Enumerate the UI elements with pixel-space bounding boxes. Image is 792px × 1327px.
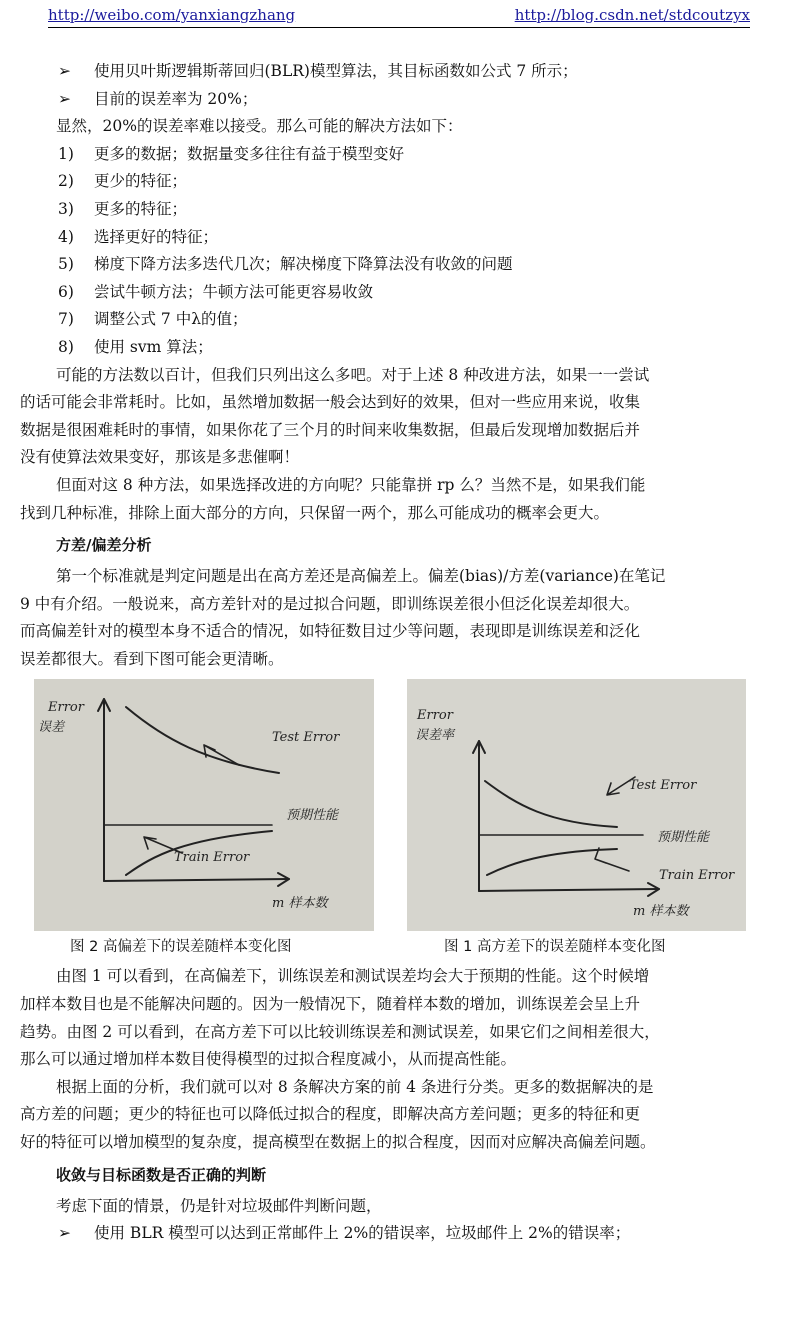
test-error-label: Test Error [272,730,340,746]
figures-row [20,679,752,927]
solution-item: 2) 更少的特征； [58,172,188,191]
paragraph: 但面对这 8 种方法，如果选择改进的方向呢？只能靠拼 rp 么？当然不是，如果我们能 找到几种标准，排除上面大部分的方向，只保留一两个，那么可能成功的概率会更大。 [20,475,646,522]
paragraph: 由图 1 可以看到，在高偏差下，训练误差和测试误差均会大于预期的性能。这个时候增 加样本数目也是不能解决问题的。因为一般情况下，随着样本数的增加，训练误差会呈上升 趋势。由图 2 可以看到，在高方差下可以比较训练误差和测试误差，如果它们之间相差很大， 那么可以通过增加样本数目使得模型的过拟合程度减小，从而提高性能。 [20,967,660,1069]
bullet-item: ➢ 使用 BLR 模型可以达到正常邮件上 2%的错误率，垃圾邮件上 2%的错误率； [20,1220,752,1248]
solution-item: 8) 使用 svm 算法； [58,337,213,356]
paragraph: 根据上面的分析，我们就可以对 8 条解决方案的前 4 条进行分类。更多的数据解决的是 高方差的问题；更少的特征也可以降低过拟合的程度，即解决高方差问题；更多的特征和更 好的特征可以增加模型的复杂度，提高模型在数据上的拟合程度，因而对应解决高偏差问题。 [20,1077,656,1152]
solution-item: 5) 梯度下降方法多迭代几次；解决梯度下降算法没有收敛的问题 [58,255,513,274]
arrow-bullet-icon: ➢ [58,89,71,108]
test-error-label: Test Error [629,778,697,794]
y-axis-label-cn: 误差 [38,720,65,736]
paragraph: 第一个标准就是判定问题是出在高方差还是高偏差上。偏差(bias)/方差(variance)在笔记 9 中有介绍。一般说来，高方差针对的是过拟合问题，即训练误差很小但泛化误差却很大。 而高偏差针对的模型本身不适合的情况，如特征数目过少等问题，表现即是训练误差和泛化 误差都很大。看到下图可能会更清晰。 [20,567,666,668]
train-error-label: Train Error [174,850,250,866]
arrow-bullet-icon: ➢ [58,62,71,80]
document-body [20,58,752,1248]
y-axis-label-en: Error [417,708,453,724]
solution-item: 4) 选择更好的特征； [58,227,219,246]
figure-caption-right: 图 1 高方差下的误差随样本变化图 [444,939,666,956]
high-bias-figure [34,679,374,931]
train-error-label: Train Error [659,868,735,884]
arrow-bullet-icon: ➢ [58,1224,71,1243]
figure-captions [20,927,752,963]
solution-item: 6) 尝试牛顿方法；牛顿方法可能更容易收敛 [58,282,374,301]
lead-text: 显然，20%的误差率难以接受。那么可能的解决方法如下： [56,117,463,136]
expected-performance-label: 预期性能 [657,830,710,846]
solution-item: 1) 更多的数据；数据量变多往往有益于模型变好 [58,144,405,163]
paragraph: 可能的方法数以百计，但我们只列出这么多吧。对于上述 8 种改进方法，如果一一尝试 的话可能会非常耗时。比如，虽然增加数据一般会达到好的效果，但对一些应用来说，收集 数据是很困难耗时的事情，如果你花了三个月的时间来收集数据，但最后发现增加数据后并 没有使算法效果变好，那该是多悲催啊！ [20,365,650,467]
x-axis-label: m 样本数 [272,896,328,912]
x-axis-label: m 样本数 [633,904,689,920]
figure-caption-left: 图 2 高偏差下的误差随样本变化图 [70,939,292,956]
section-heading: 方差/偏差分析 [56,536,152,555]
solution-item: 7) 调整公式 7 中λ的值； [58,310,248,329]
y-axis-label-cn: 误差率 [415,728,455,744]
header-rule [48,27,750,28]
solution-item: 3) 更多的特征； [58,199,188,218]
y-axis-label-en: Error [48,700,84,716]
weibo-link[interactable]: http://weibo.com/yanxiangzhang [48,6,296,24]
paragraph: 考虑下面的情景，仍是针对垃圾邮件判断问题， [56,1196,382,1215]
blog-link[interactable]: http://blog.csdn.net/stdcoutzyx [514,6,750,24]
expected-performance-label: 预期性能 [286,808,339,824]
bullet-item: ➢ 使用贝叶斯逻辑斯蒂回归(BLR)模型算法，其目标函数如公式 7 所示； [20,58,752,86]
high-variance-figure [407,679,746,931]
bullet-item: ➢ 目前的误差率为 20%； [20,86,752,114]
section-heading: 收敛与目标函数是否正确的判断 [56,1165,267,1184]
